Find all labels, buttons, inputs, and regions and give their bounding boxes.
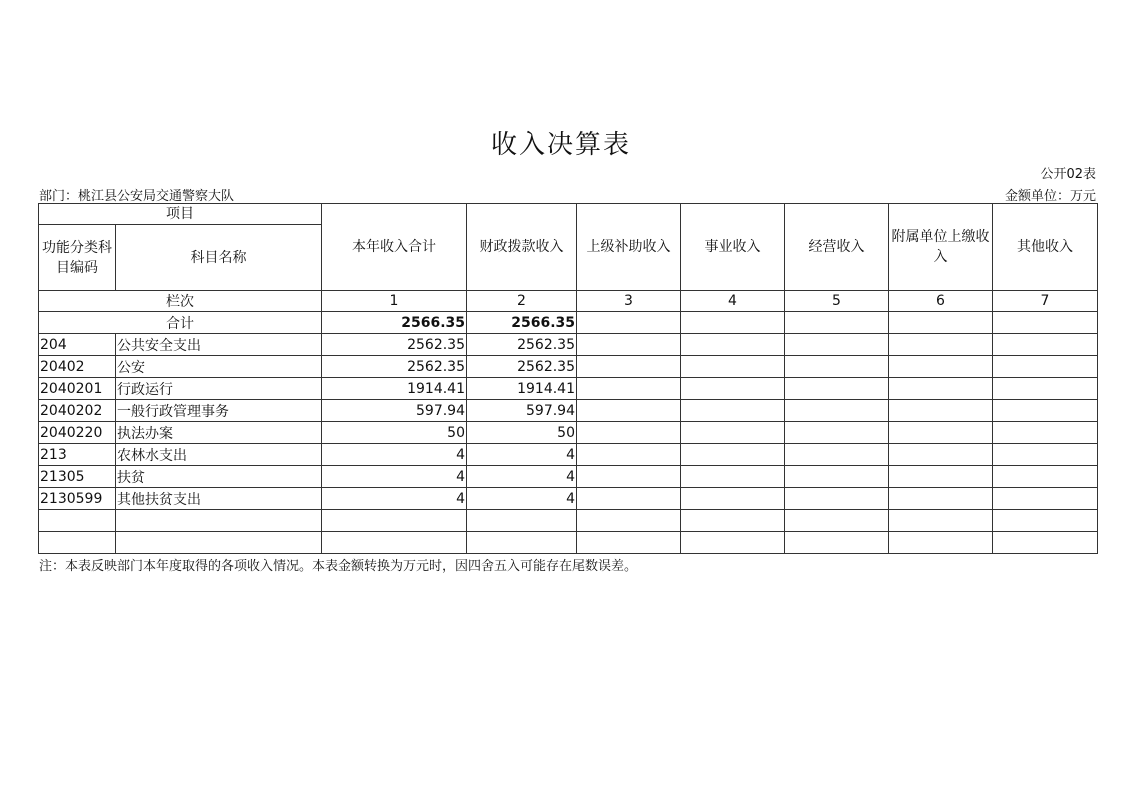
value-cell [785,488,889,510]
value-cell [681,422,785,444]
header-col-2: 财政拨款收入 [467,204,577,291]
value-cell [322,510,467,532]
func-code-cell: 204 [39,334,116,356]
value-cell [993,466,1098,488]
amount-unit-label: 金额单位：万元 [1004,189,1096,204]
value-cell [681,400,785,422]
total-value [889,312,993,334]
value-cell [577,422,681,444]
column-index-4: 4 [681,291,785,312]
value-cell [889,532,993,554]
func-code-cell: 2130599 [39,488,116,510]
footnote: 注：本表反映部门本年度取得的各项收入情况。本表金额转换为万元时，因四舍五入可能存在尾数误差。 [39,559,638,574]
func-code-cell: 2040201 [39,378,116,400]
value-cell [785,532,889,554]
value-cell [681,532,785,554]
header-col-6: 附属单位上缴收入 [889,204,993,291]
value-cell: 597.94 [322,400,467,422]
value-cell [467,510,577,532]
value-cell: 50 [322,422,467,444]
total-value [785,312,889,334]
value-cell [681,510,785,532]
value-cell [993,334,1098,356]
value-cell [785,400,889,422]
total-value [993,312,1098,334]
func-code-cell [39,532,116,554]
table-row [39,532,1098,554]
value-cell: 4 [322,488,467,510]
value-cell: 2562.35 [322,334,467,356]
func-code-cell: 21305 [39,466,116,488]
column-index-3: 3 [577,291,681,312]
value-cell [993,532,1098,554]
value-cell [785,444,889,466]
header-col-3: 上级补助收入 [577,204,681,291]
func-code-cell: 20402 [39,356,116,378]
header-subject-name: 科目名称 [116,225,322,291]
value-cell [577,488,681,510]
value-cell [993,444,1098,466]
subject-name-cell: 公共安全支出 [116,334,322,356]
column-index-label: 栏次 [39,291,322,312]
value-cell: 4 [467,444,577,466]
value-cell [785,334,889,356]
value-cell [785,422,889,444]
value-cell [681,466,785,488]
value-cell [577,532,681,554]
value-cell [681,378,785,400]
page-title: 收入决算表 [490,130,631,160]
total-value: 2566.35 [322,312,467,334]
value-cell [577,334,681,356]
value-cell [577,444,681,466]
table-row [39,444,1098,466]
value-cell [993,400,1098,422]
value-cell [681,488,785,510]
value-cell [577,510,681,532]
value-cell [889,356,993,378]
value-cell: 4 [322,444,467,466]
value-cell: 4 [467,466,577,488]
value-cell [785,356,889,378]
subject-name-cell: 农林水支出 [116,444,322,466]
column-index-7: 7 [993,291,1098,312]
func-code-cell: 213 [39,444,116,466]
value-cell [577,466,681,488]
column-index-5: 5 [785,291,889,312]
value-cell [322,532,467,554]
header-row-project [39,204,1098,225]
department-label: 部门：桃江县公安局交通警察大队 [39,189,235,204]
total-value: 2566.35 [467,312,577,334]
subject-name-cell: 其他扶贫支出 [116,488,322,510]
value-cell [889,378,993,400]
header-func-code: 功能分类科目编码 [39,225,116,291]
value-cell [785,510,889,532]
subject-name-cell: 公安 [116,356,322,378]
table-row [39,466,1098,488]
subject-name-cell: 行政运行 [116,378,322,400]
value-cell [889,510,993,532]
func-code-cell: 2040202 [39,400,116,422]
value-cell [889,334,993,356]
column-index-1: 1 [322,291,467,312]
subject-name-cell [116,510,322,532]
value-cell [889,400,993,422]
header-col-5: 经营收入 [785,204,889,291]
column-index-2: 2 [467,291,577,312]
table-row [39,334,1098,356]
total-value [681,312,785,334]
value-cell: 1914.41 [322,378,467,400]
value-cell: 1914.41 [467,378,577,400]
value-cell [889,444,993,466]
subject-name-cell: 执法办案 [116,422,322,444]
value-cell [993,488,1098,510]
total-value [577,312,681,334]
func-code-cell: 2040220 [39,422,116,444]
value-cell [993,356,1098,378]
total-row [39,312,1098,334]
subject-name-cell: 一般行政管理事务 [116,400,322,422]
value-cell [785,378,889,400]
func-code-cell [39,510,116,532]
value-cell: 597.94 [467,400,577,422]
value-cell [681,444,785,466]
value-cell [577,356,681,378]
value-cell [785,466,889,488]
value-cell: 4 [322,466,467,488]
subject-name-cell [116,532,322,554]
column-index-row [39,291,1098,312]
column-index-6: 6 [889,291,993,312]
income-report-table [38,203,1098,554]
total-label: 合计 [39,312,322,334]
value-cell [993,378,1098,400]
value-cell [889,488,993,510]
value-cell [889,466,993,488]
value-cell [467,532,577,554]
value-cell [681,356,785,378]
value-cell [681,334,785,356]
value-cell [993,422,1098,444]
value-cell: 4 [467,488,577,510]
subject-name-cell: 扶贫 [116,466,322,488]
form-number: 公开02表 [1040,167,1096,182]
table-row [39,356,1098,378]
value-cell: 2562.35 [467,356,577,378]
value-cell [577,378,681,400]
header-col-1: 本年收入合计 [322,204,467,291]
header-project: 项目 [39,204,322,225]
value-cell [577,400,681,422]
value-cell: 2562.35 [467,334,577,356]
value-cell [889,422,993,444]
table-row [39,400,1098,422]
value-cell: 50 [467,422,577,444]
table-row [39,422,1098,444]
value-cell [993,510,1098,532]
value-cell: 2562.35 [322,356,467,378]
table-row [39,510,1098,532]
header-col-7: 其他收入 [993,204,1098,291]
header-col-4: 事业收入 [681,204,785,291]
table-row [39,488,1098,510]
table-row [39,378,1098,400]
